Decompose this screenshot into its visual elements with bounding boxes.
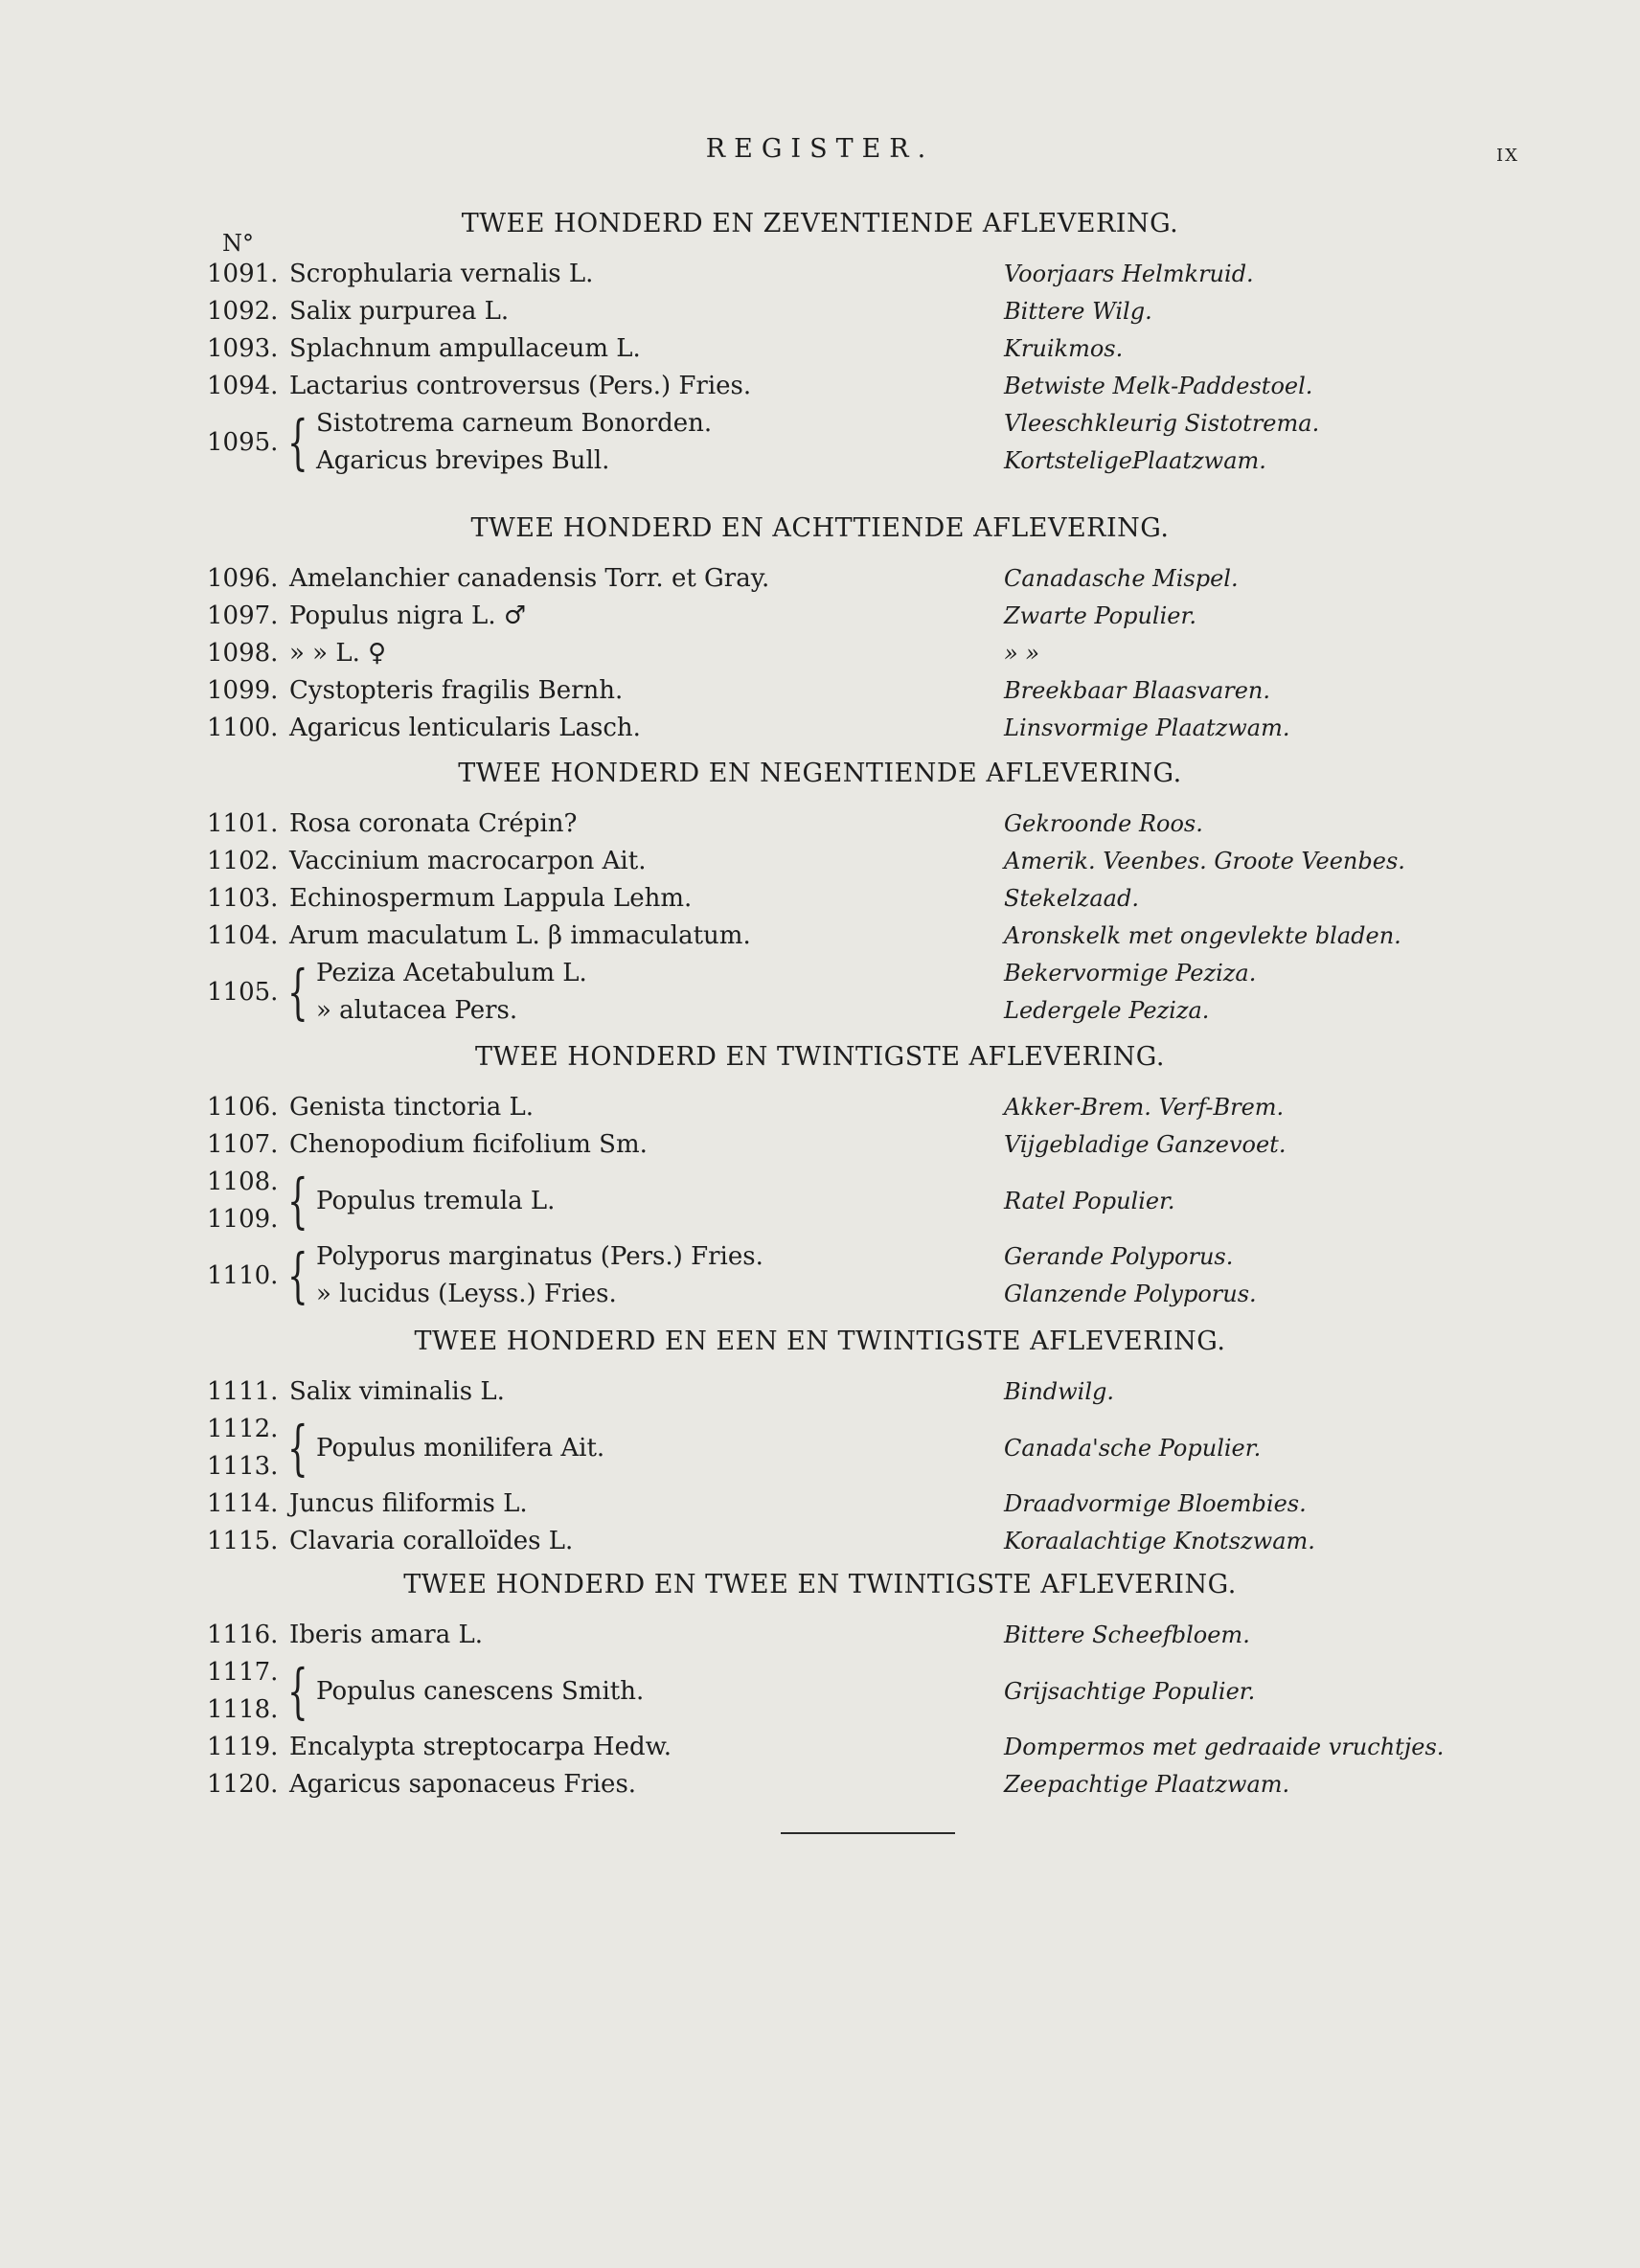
end-rule — [781, 1832, 955, 1834]
scientific-name: Populus tremula L. — [316, 1187, 556, 1215]
entry-number: 1118. — [207, 1695, 279, 1724]
entry-number: 1105. — [207, 978, 279, 1007]
register-section — [0, 209, 1640, 480]
scientific-name: Juncus filiformis L. — [289, 1489, 528, 1518]
register-entry-group — [0, 1238, 1640, 1313]
dutch-name: Stekelzaad. — [1004, 885, 1139, 912]
scientific-name: Cystopteris fragilis Bernh. — [289, 676, 624, 705]
scientific-name: Scrophularia vernalis L. — [289, 260, 594, 288]
entry-number: 1092. — [207, 297, 279, 326]
scientific-name: Chenopodium ficifolium Sm. — [289, 1130, 648, 1159]
register-entry — [0, 843, 1640, 880]
entry-number: 1097. — [207, 601, 279, 630]
register-entry — [0, 918, 1640, 955]
register-entry — [0, 1523, 1640, 1560]
scientific-name: Populus monilifera Ait. — [316, 1434, 605, 1463]
entry-number: 1093. — [207, 334, 279, 363]
dutch-name: Koraalachtige Knotszwam. — [1004, 1528, 1315, 1554]
register-entry — [0, 880, 1640, 918]
dutch-name: Ledergele Peziza. — [1004, 997, 1210, 1024]
scientific-name: » lucidus (Leyss.) Fries. — [316, 1280, 617, 1308]
entry-number: 1091. — [207, 260, 279, 288]
dutch-name: Grijsachtige Populier. — [1004, 1678, 1256, 1705]
dutch-name: Gekroonde Roos. — [1004, 810, 1203, 837]
dutch-name: Akker-Brem. Verf-Brem. — [1004, 1094, 1285, 1121]
register-section — [0, 1327, 1640, 1560]
register-entry — [0, 1486, 1640, 1523]
section-title: TWEE HONDERD EN ACHTTIENDE AFLEVERING. — [470, 513, 1170, 543]
scientific-name: » » L. ♀ — [289, 639, 387, 668]
register-entry — [0, 635, 1640, 672]
entry-number: 1116. — [207, 1621, 279, 1649]
entry-number: 1099. — [207, 676, 279, 705]
entry-number: 1117. — [207, 1658, 279, 1687]
entry-number: 1109. — [207, 1205, 279, 1234]
dutch-name: Voorjaars Helmkruid. — [1004, 261, 1254, 287]
dutch-name: KortsteligePlaatzwam. — [1004, 447, 1266, 474]
dutch-name: Vleeschkleurig Sistotrema. — [1004, 410, 1320, 437]
brace-symbol: { — [287, 1240, 308, 1310]
scientific-name: Populus canescens Smith. — [316, 1677, 645, 1706]
register-entry — [0, 672, 1640, 710]
scientific-name: Polyporus marginatus (Pers.) Fries. — [316, 1242, 763, 1271]
entry-number: 1096. — [207, 564, 279, 593]
register-entry-pair — [0, 1164, 1640, 1238]
scientific-name: Arum maculatum L. β immaculatum. — [289, 921, 751, 950]
entry-number: 1115. — [207, 1527, 279, 1555]
dutch-name: Bindwilg. — [1004, 1378, 1115, 1405]
entry-number: 1107. — [207, 1130, 279, 1159]
entry-number: 1100. — [207, 714, 279, 742]
dutch-name: Canadasche Mispel. — [1004, 565, 1239, 592]
scientific-name: Splachnum ampullaceum L. — [289, 334, 641, 363]
register-section — [0, 1042, 1640, 1313]
number-column-label: N° — [222, 230, 254, 257]
section-title: TWEE HONDERD EN EEN EN TWINTIGSTE AFLEVERING. — [414, 1327, 1226, 1356]
register-entry-group — [0, 405, 1640, 480]
dutch-name: Bittere Scheefbloem. — [1004, 1622, 1250, 1648]
section-title: TWEE HONDERD EN NEGENTIENDE AFLEVERING. — [458, 759, 1182, 788]
dutch-name: Vijgebladige Ganzevoet. — [1004, 1131, 1287, 1158]
scientific-name: Lactarius controversus (Pers.) Fries. — [289, 372, 752, 400]
dutch-name: Betwiste Melk-Paddestoel. — [1004, 373, 1313, 399]
brace-symbol: { — [287, 1166, 308, 1236]
register-section — [0, 1570, 1640, 1803]
entry-number: 1101. — [207, 809, 279, 838]
dutch-name: Glanzende Polyporus. — [1004, 1281, 1257, 1307]
scientific-name: Amelanchier canadensis Torr. et Gray. — [289, 564, 770, 593]
entry-number: 1102. — [207, 847, 279, 875]
dutch-name: Canada'sche Populier. — [1004, 1435, 1262, 1462]
scientific-name: Echinospermum Lappula Lehm. — [289, 884, 693, 913]
scientific-name: Peziza Acetabulum L. — [316, 959, 587, 987]
scientific-name: Agaricus saponaceus Fries. — [289, 1770, 637, 1799]
dutch-name: Bekervormige Peziza. — [1004, 960, 1257, 987]
register-entry — [0, 330, 1640, 368]
dutch-name: Aronskelk met ongevlekte bladen. — [1004, 922, 1401, 949]
register-entry-pair — [0, 1411, 1640, 1486]
dutch-name: Linsvormige Plaatzwam. — [1004, 714, 1290, 741]
scientific-name: Iberis amara L. — [289, 1621, 484, 1649]
scientific-name: Rosa coronata Crépin? — [289, 809, 578, 838]
page-number: IX — [1496, 146, 1519, 166]
register-section — [0, 513, 1640, 747]
entry-number: 1095. — [207, 428, 279, 457]
register-entry — [0, 1766, 1640, 1803]
entry-number: 1098. — [207, 639, 279, 668]
register-entry — [0, 293, 1640, 330]
dutch-name: Gerande Polyporus. — [1004, 1243, 1234, 1270]
scientific-name: Vaccinium macrocarpon Ait. — [289, 847, 647, 875]
scientific-name: Genista tinctoria L. — [289, 1093, 534, 1122]
register-entry — [0, 1729, 1640, 1766]
section-title: TWEE HONDERD EN ZEVENTIENDE AFLEVERING. — [461, 209, 1179, 238]
entry-number: 1113. — [207, 1452, 279, 1481]
register-entry — [0, 805, 1640, 843]
register-entry — [0, 368, 1640, 405]
dutch-name: Bittere Wilg. — [1004, 298, 1152, 325]
brace-symbol: { — [287, 407, 308, 477]
entry-number: 1108. — [207, 1168, 279, 1196]
scientific-name: Salix viminalis L. — [289, 1377, 505, 1406]
dutch-name: Ratel Populier. — [1004, 1188, 1175, 1214]
dutch-name: » » — [1004, 640, 1039, 667]
register-entry-group — [0, 955, 1640, 1030]
entry-number: 1106. — [207, 1093, 279, 1122]
entry-number: 1112. — [207, 1415, 279, 1443]
brace-symbol: { — [287, 957, 308, 1027]
scientific-name: Agaricus brevipes Bull. — [316, 446, 610, 475]
scientific-name: Clavaria coralloïdes L. — [289, 1527, 574, 1555]
scientific-name: Encalypta streptocarpa Hedw. — [289, 1733, 672, 1761]
register-entry — [0, 598, 1640, 635]
scientific-name: Sistotrema carneum Bonorden. — [316, 409, 713, 438]
entry-number: 1094. — [207, 372, 279, 400]
register-entry — [0, 256, 1640, 293]
entry-number: 1119. — [207, 1733, 279, 1761]
entry-number: 1103. — [207, 884, 279, 913]
entry-number: 1114. — [207, 1489, 279, 1518]
dutch-name: Zeepachtige Plaatzwam. — [1004, 1771, 1290, 1798]
register-entry-pair — [0, 1654, 1640, 1729]
brace-symbol: { — [287, 1656, 308, 1726]
entry-number: 1104. — [207, 921, 279, 950]
register-entry — [0, 560, 1640, 598]
dutch-name: Draadvormige Bloembies. — [1004, 1490, 1307, 1517]
dutch-name: Amerik. Veenbes. Groote Veenbes. — [1004, 848, 1405, 874]
section-title: TWEE HONDERD EN TWINTIGSTE AFLEVERING. — [475, 1042, 1165, 1072]
entry-number: 1120. — [207, 1770, 279, 1799]
dutch-name: Zwarte Populier. — [1004, 602, 1196, 629]
section-title: TWEE HONDERD EN TWEE EN TWINTIGSTE AFLEVERING. — [403, 1570, 1237, 1599]
dutch-name: Kruikmos. — [1004, 335, 1124, 362]
dutch-name: Breekbaar Blaasvaren. — [1004, 677, 1271, 704]
scientific-name: Agaricus lenticularis Lasch. — [289, 714, 641, 742]
scientific-name: Salix purpurea L. — [289, 297, 510, 326]
brace-symbol: { — [287, 1413, 308, 1483]
register-section — [0, 759, 1640, 1030]
register-entry — [0, 1089, 1640, 1126]
scientific-name: Populus nigra L. ♂ — [289, 601, 527, 630]
scientific-name: » alutacea Pers. — [316, 996, 518, 1025]
dutch-name: Dompermos met gedraaide vruchtjes. — [1004, 1734, 1445, 1760]
register-entry — [0, 1373, 1640, 1411]
entry-number: 1111. — [207, 1377, 279, 1406]
register-entry — [0, 1126, 1640, 1164]
register-entry — [0, 1617, 1640, 1654]
entry-number: 1110. — [207, 1261, 279, 1290]
page-header-title: REGISTER. — [705, 134, 935, 164]
register-entry — [0, 710, 1640, 747]
